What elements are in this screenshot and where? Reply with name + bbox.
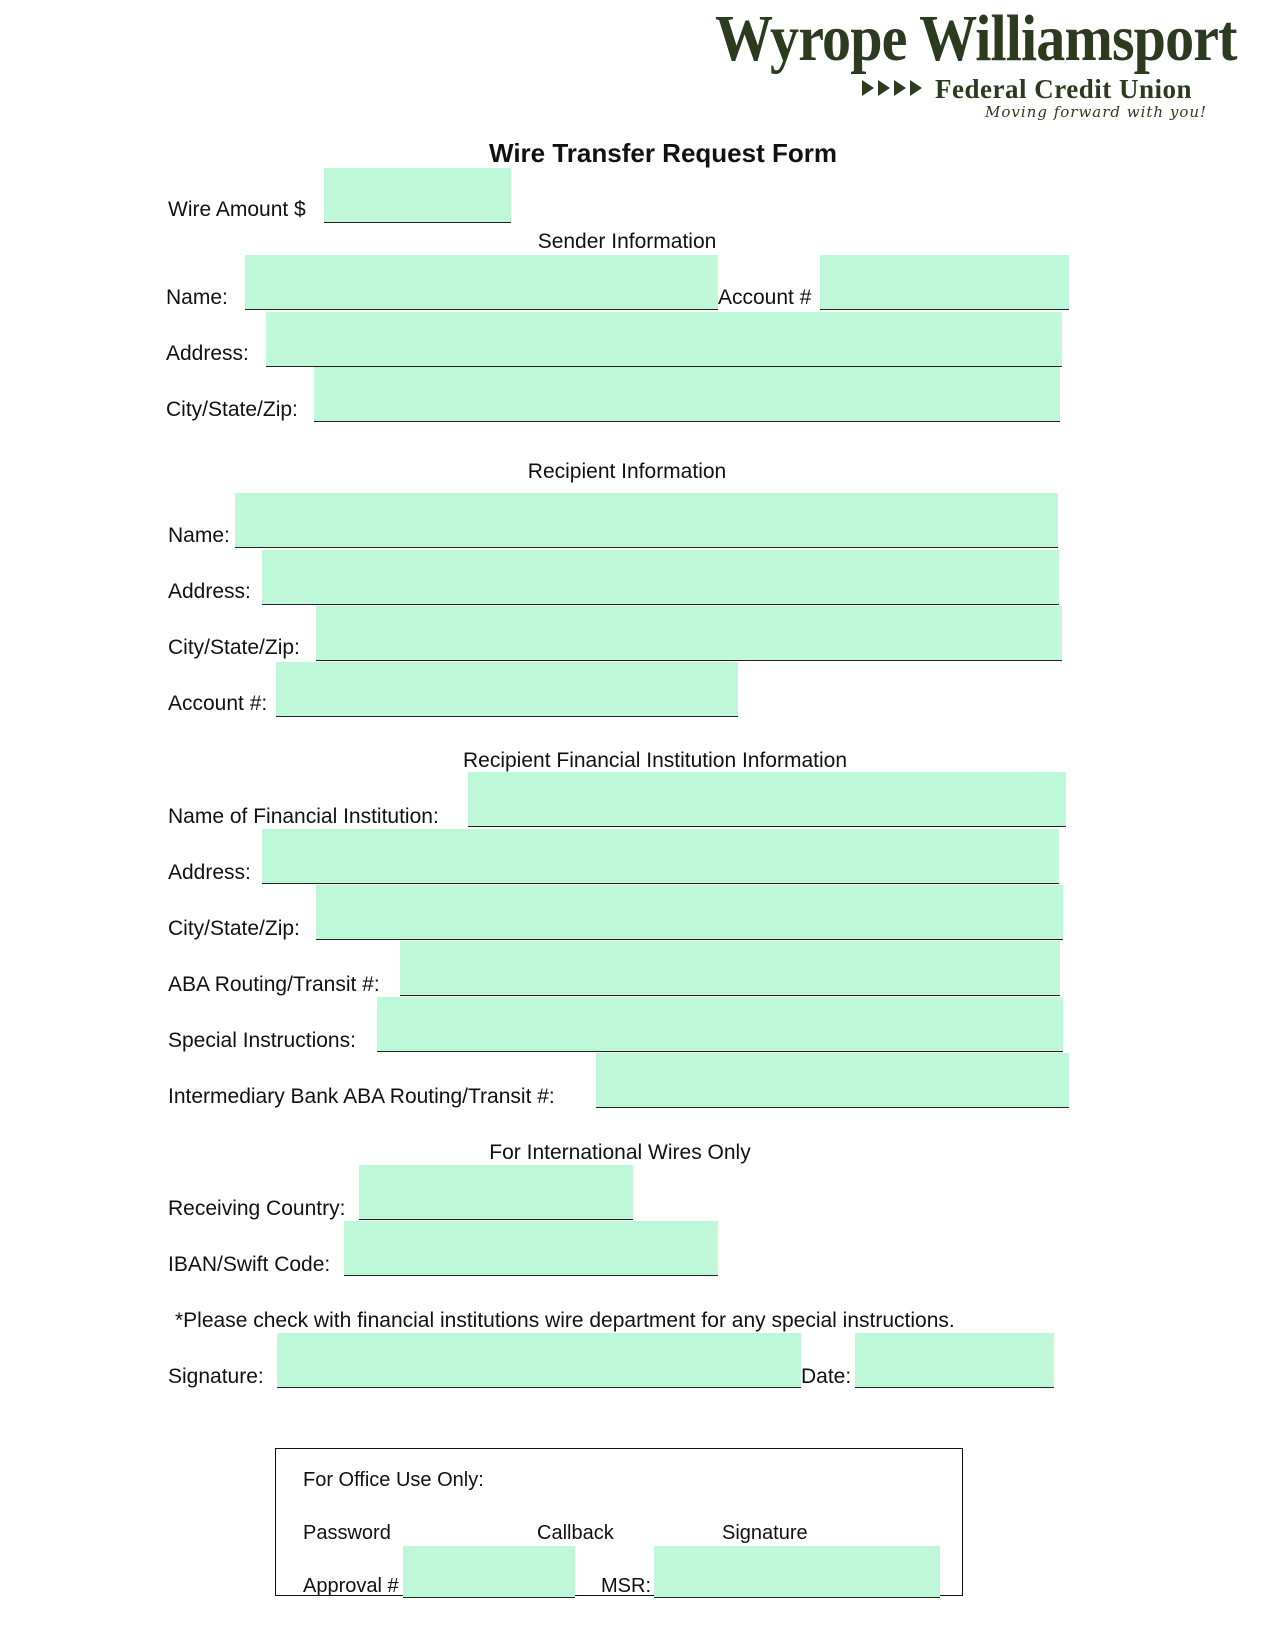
recipient-address-label: Address: [168,580,251,603]
special-instructions-note: *Please check with financial institutions wire department for any special instructions. [175,1309,955,1332]
institution-heading: Recipient Financial Institution Information [462,749,848,772]
sender-account-label: Account # [718,286,812,309]
institution-address-label: Address: [168,861,251,884]
callback-label: Callback [537,1522,614,1544]
sender-heading: Sender Information [537,230,717,253]
date-label: Date: [801,1365,852,1388]
recipient-name-input[interactable] [235,493,1058,548]
intermediary-aba-input[interactable] [596,1053,1069,1108]
password-label: Password [303,1522,391,1544]
iban-swift-label: IBAN/Swift Code: [168,1253,331,1276]
aba-routing-input[interactable] [400,941,1060,996]
logo-arrows-icon [860,78,930,98]
signature-label: Signature: [168,1365,264,1388]
iban-swift-input[interactable] [344,1221,718,1276]
sender-name-label: Name: [166,286,228,309]
sender-csz-label: City/State/Zip: [166,398,298,421]
wire-amount-label: Wire Amount $ [168,198,306,221]
msr-input[interactable] [654,1546,940,1598]
sender-address-input[interactable] [266,312,1062,367]
logo-tagline: Moving forward with you! [985,103,1208,121]
special-instructions-label: Special Instructions: [168,1029,356,1052]
msr-label: MSR: [601,1575,651,1597]
sender-address-label: Address: [166,342,249,365]
aba-routing-label: ABA Routing/Transit #: [168,973,380,996]
recipient-csz-label: City/State/Zip: [168,636,300,659]
logo-name: Wyrope Williamsport [715,2,1237,75]
office-signature-label: Signature [722,1522,808,1544]
signature-input[interactable] [277,1333,801,1388]
approval-label: Approval # [303,1575,399,1597]
recipient-account-label: Account #: [168,692,268,715]
international-heading: For International Wires Only [489,1141,751,1164]
institution-csz-label: City/State/Zip: [168,917,300,940]
recipient-csz-input[interactable] [316,606,1062,661]
receiving-country-label: Receiving Country: [168,1197,346,1220]
institution-name-input[interactable] [468,772,1066,827]
receiving-country-input[interactable] [359,1165,633,1220]
special-instructions-input[interactable] [377,997,1063,1052]
institution-address-input[interactable] [262,829,1059,884]
sender-csz-input[interactable] [314,367,1060,422]
intermediary-aba-label: Intermediary Bank ABA Routing/Transit #: [168,1085,555,1108]
page-title: Wire Transfer Request Form [489,138,837,168]
wire-amount-input[interactable] [324,168,511,223]
recipient-account-input[interactable] [276,662,738,717]
sender-name-input[interactable] [245,255,718,310]
institution-csz-input[interactable] [316,885,1063,940]
office-use-box [275,1448,963,1596]
recipient-heading: Recipient Information [527,460,727,483]
recipient-address-input[interactable] [262,550,1059,605]
recipient-name-label: Name: [168,524,230,547]
sender-account-input[interactable] [820,255,1069,310]
institution-name-label: Name of Financial Institution: [168,805,439,828]
logo-subtitle: Federal Credit Union [935,74,1192,104]
office-use-heading: For Office Use Only: [303,1469,484,1491]
approval-input[interactable] [403,1546,575,1598]
date-input[interactable] [855,1333,1054,1388]
